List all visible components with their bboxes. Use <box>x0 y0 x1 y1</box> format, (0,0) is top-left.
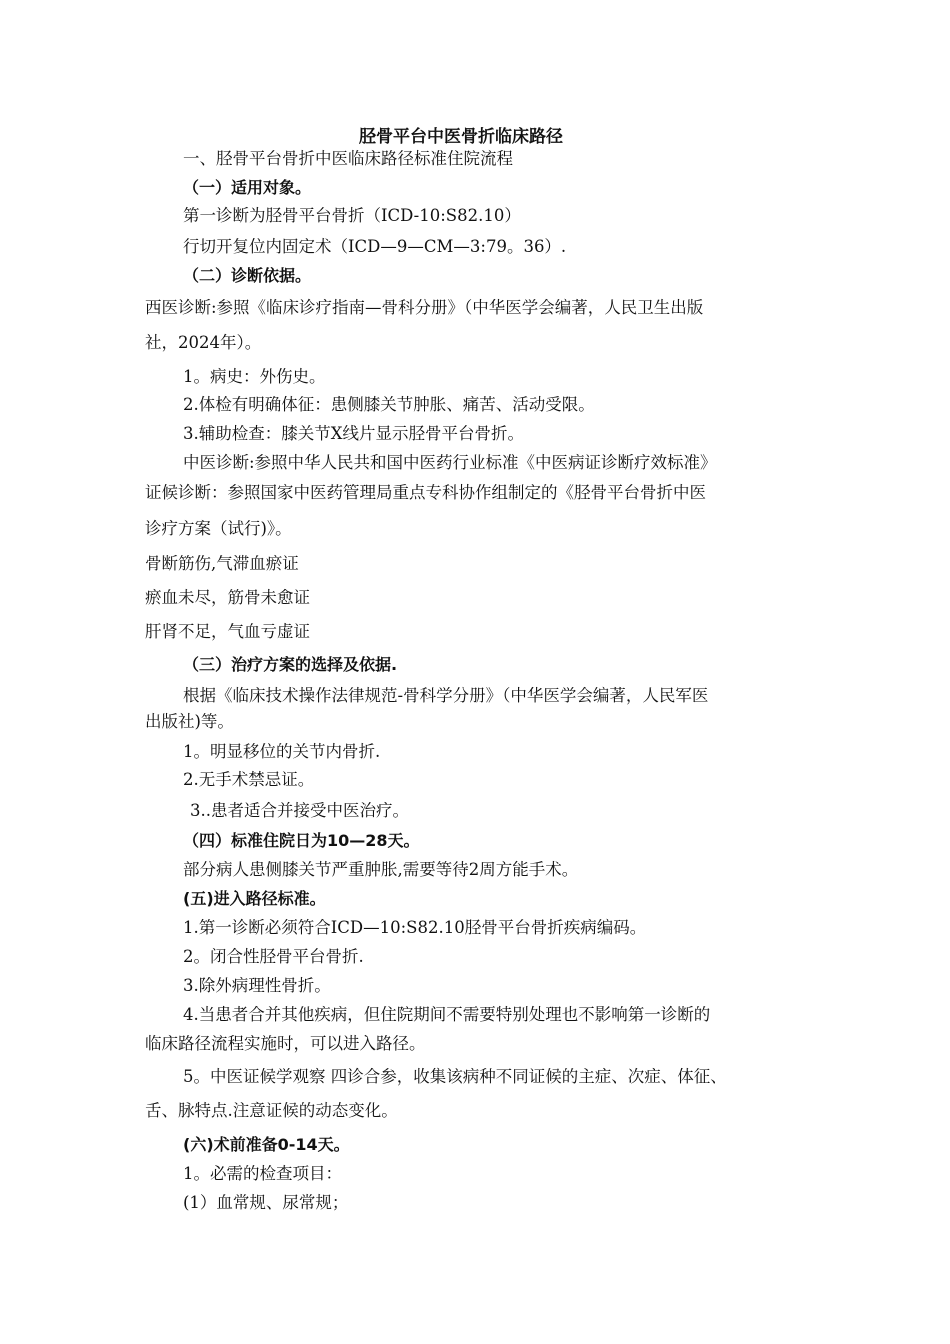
paragraph-line: 部分病人患侧膝关节严重肿胀,需要等待2周方能手术。 <box>183 860 579 879</box>
document-title: 胫骨平台中医骨折临床路径 <box>359 127 563 147</box>
paragraph-line: 行切开复位内固定术（ICD—9—CM—3:79。36）. <box>183 237 567 256</box>
paragraph-line: 3.辅助检查：膝关节X线片显示胫骨平台骨折。 <box>183 424 524 443</box>
paragraph-line: 1。病史：外伤史。 <box>183 367 326 386</box>
paragraph-line: 3.除外病理性骨折。 <box>183 976 331 995</box>
subsection-heading: (六)术前准备0-14天。 <box>183 1135 350 1154</box>
paragraph-line: 骨断筋伤,气滞血瘀证 <box>145 554 299 573</box>
paragraph-line: 临床路径流程实施时，可以进入路径。 <box>145 1034 426 1053</box>
section-heading: 一、胫骨平台骨折中医临床路径标准住院流程 <box>183 149 513 168</box>
paragraph-line: 根据《临床技术操作法律规范-骨科学分册》（中华医学会编著，人民军医 <box>183 686 709 705</box>
paragraph-line: 诊疗方案（试行)》。 <box>145 519 292 538</box>
paragraph-line: 瘀血未尽，筋骨未愈证 <box>145 588 310 607</box>
paragraph-line: 4.当患者合并其他疾病，但住院期间不需要特别处理也不影响第一诊断的 <box>183 1005 711 1024</box>
paragraph-line: 1。必需的检查项目： <box>183 1164 342 1183</box>
subsection-heading: （二）诊断依据。 <box>183 266 312 285</box>
paragraph-line: 3..患者适合并接受中医治疗。 <box>190 801 409 820</box>
paragraph-line: 舌、脉特点.注意证候的动态变化。 <box>145 1101 398 1120</box>
paragraph-line: (1）血常规、尿常规； <box>183 1193 349 1212</box>
paragraph-line: 西医诊断:参照《临床诊疗指南—骨科分册》（中华医学会编著，人民卫生出版 <box>145 298 704 317</box>
paragraph-line: 1.第一诊断必须符合ICD—10:S82.10胫骨平台骨折疾病编码。 <box>183 918 647 937</box>
paragraph-line: 社，2024年）。 <box>145 333 262 352</box>
paragraph-line: 肝肾不足，气血亏虚证 <box>145 622 310 641</box>
paragraph-line: 5。中医证候学观察 四诊合参，收集该病种不同证候的主症、次症、体征、 <box>183 1067 727 1086</box>
paragraph-line: 第一诊断为胫骨平台骨折（ICD-10:S82.10） <box>183 206 521 225</box>
paragraph-line: 证候诊断：参照国家中医药管理局重点专科协作组制定的《胫骨平台骨折中医 <box>145 483 706 502</box>
paragraph-line: 1。明显移位的关节内骨折. <box>183 742 381 761</box>
paragraph-line: 出版社)等。 <box>145 712 234 731</box>
subsection-heading: （四）标准住院日为10—28天。 <box>183 831 420 850</box>
paragraph-line: 2.体检有明确体征：患侧膝关节肿胀、痛苦、活动受限。 <box>183 395 595 414</box>
subsection-heading: （一）适用对象。 <box>183 178 312 197</box>
paragraph-line: 中医诊断:参照中华人民共和国中医药行业标准《中医病证诊断疗效标准》 <box>183 453 717 472</box>
subsection-heading: （三）治疗方案的选择及依据. <box>183 655 398 674</box>
subsection-heading: (五)进入路径标准。 <box>183 889 326 908</box>
paragraph-line: 2.无手术禁忌证。 <box>183 770 315 789</box>
paragraph-line: 2。闭合性胫骨平台骨折. <box>183 947 364 966</box>
